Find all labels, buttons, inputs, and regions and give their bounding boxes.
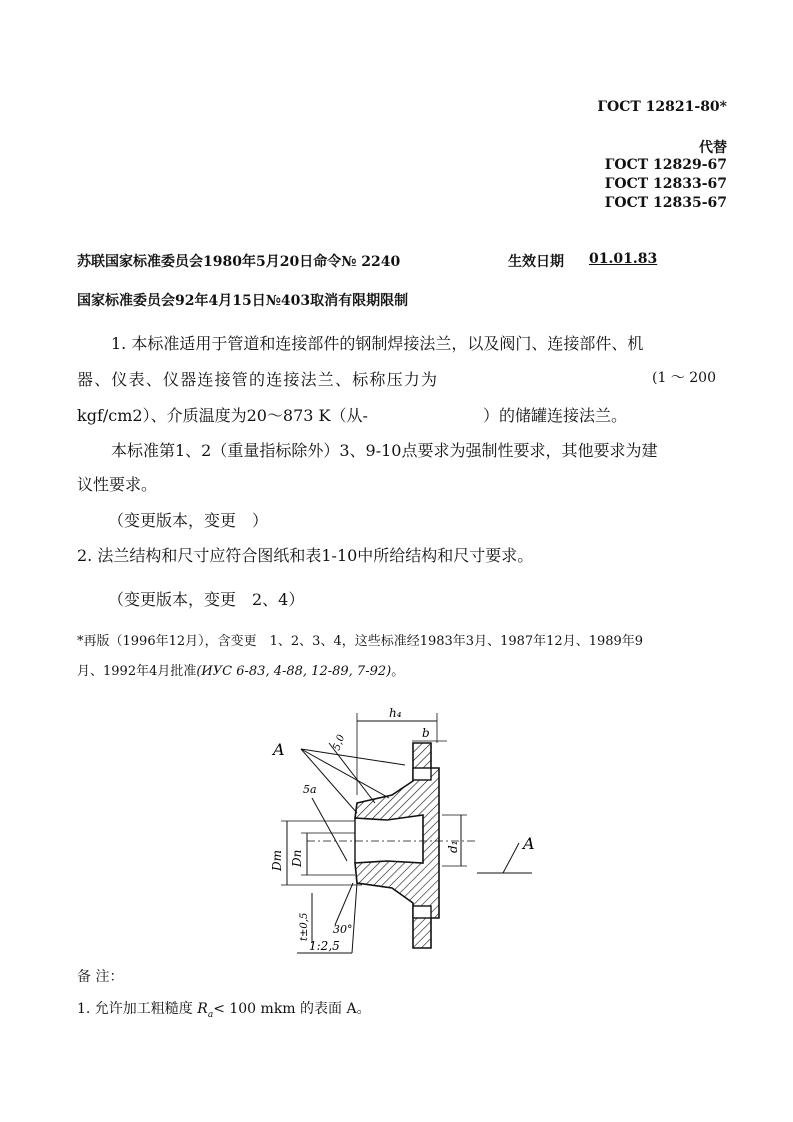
p3: 2. 法兰结构和尺寸应符合图纸和表1-10中所给结构和尺寸要求。 (77, 546, 534, 565)
label-5a: 5a (303, 783, 317, 796)
notes-title: 备 注： (77, 969, 124, 985)
label-dn: Dn (290, 849, 304, 867)
label-30: 30° (333, 923, 353, 936)
label-dm: Dm (270, 850, 284, 871)
notes-item1-rest: < 100 mkm 的表面 A。 (213, 1001, 371, 1017)
notes-item1-sub: a (207, 1009, 214, 1020)
notes-item1 (77, 998, 371, 1020)
replaced-standard-1: ГОСТ 12829-67 (604, 157, 727, 173)
p2-line2: 议性要求。 (77, 475, 158, 494)
label-50: 5,0 (331, 733, 348, 753)
effective-date: 01.01.83 (589, 251, 658, 267)
flange-drawing (267, 703, 542, 961)
p1-line2a: 器、仪表、仪器连接管的连接法兰、标称压力为 (77, 370, 439, 389)
p3-note: （变更版本，变更 2、4） (108, 590, 305, 609)
flange-ring-top (413, 768, 431, 780)
reprint-line2-text: 月、1992年4月批准 (77, 664, 197, 679)
p2-note: （变更版本，变更 ） (108, 511, 269, 530)
reprint-line2 (77, 660, 404, 679)
notes-item1-r: R (197, 1001, 208, 1017)
limit-text: 国家标准委员会92年4月15日№403取消有限期限制 (77, 293, 409, 309)
label-a-left: A (273, 740, 285, 759)
label-b: b (422, 726, 430, 740)
reprint-line2-ius: (ИУС 6-83, 4-88, 12-89, 7-92) (196, 664, 392, 679)
p2-line1: 本标准第1、2（重量指标除外）3、9-10点要求为强制性要求，其他要求为建 (111, 441, 658, 460)
reprint-line1: *再版（1996年12月），含变更 1、2、3、4，这些标准经1983年3月、1987年12月、1989年9 (77, 634, 644, 649)
label-a-right: A (523, 834, 535, 853)
replaced-standard-3: ГОСТ 12835-67 (604, 195, 727, 211)
decree-text: 苏联国家标准委员会1980年5月20日命令№ 2240 (77, 254, 401, 270)
p1-line3a: kgf/cm2）、介质温度为20～873 K（从- (77, 406, 368, 425)
p1-line3b: ）的储罐连接法兰。 (483, 406, 628, 425)
label-d1: d₁ (446, 840, 460, 853)
flange-ring-bottom (413, 906, 431, 918)
p1-line2b: (1 ～ 200 (652, 370, 716, 386)
gost-number: ГОСТ 12821-80* (597, 99, 727, 115)
reprint-line2-end: 。 (391, 664, 405, 679)
label-taper: 1:2,5 (309, 939, 340, 953)
replaces-label: 代替 (699, 140, 727, 156)
effective-label: 生效日期 (508, 254, 564, 270)
p1-line1: 1. 本标准适用于管道和连接部件的钢制焊接法兰，以及阀门、连接部件、机 (111, 334, 644, 353)
label-t: t±0,5 (299, 912, 310, 941)
replaced-standard-2: ГОСТ 12833-67 (604, 176, 727, 192)
notes-item1-text: 1. 允许加工粗糙度 (77, 1001, 193, 1017)
label-h4: h₄ (389, 706, 402, 720)
